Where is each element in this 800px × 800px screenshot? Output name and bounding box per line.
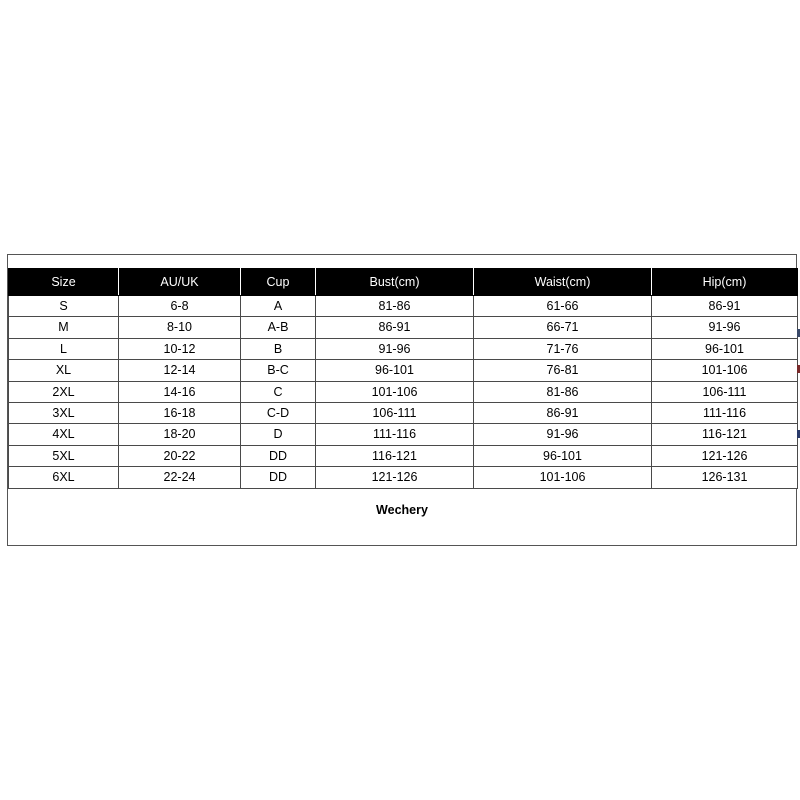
cell-hip: 86-91 [652, 296, 798, 317]
cell-cup: C-D [241, 402, 316, 423]
size-chart-table [8, 268, 798, 489]
cell-hip: 111-116 [652, 402, 798, 423]
cell-bust: 116-121 [316, 445, 474, 466]
table-row [9, 317, 798, 338]
cell-au-uk: 6-8 [119, 296, 241, 317]
cell-au-uk: 12-14 [119, 360, 241, 381]
cell-cup: DD [241, 445, 316, 466]
cell-waist: 101-106 [474, 467, 652, 488]
cell-hip: 121-126 [652, 445, 798, 466]
table-row [9, 296, 798, 317]
table-row [9, 381, 798, 402]
cell-cup: B-C [241, 360, 316, 381]
cell-size: 5XL [9, 445, 119, 466]
cell-hip: 96-101 [652, 338, 798, 359]
cell-cup: A [241, 296, 316, 317]
cell-waist: 71-76 [474, 338, 652, 359]
cell-size: 2XL [9, 381, 119, 402]
header-au-uk: AU/UK [119, 269, 241, 296]
cell-cup: DD [241, 467, 316, 488]
brand-name: Wechery [376, 503, 428, 517]
size-chart-frame [7, 254, 797, 546]
cell-hip: 101-106 [652, 360, 798, 381]
cell-au-uk: 20-22 [119, 445, 241, 466]
cell-waist: 91-96 [474, 424, 652, 445]
cell-waist: 76-81 [474, 360, 652, 381]
cell-size: 4XL [9, 424, 119, 445]
cell-size: L [9, 338, 119, 359]
cell-waist: 66-71 [474, 317, 652, 338]
cell-waist: 96-101 [474, 445, 652, 466]
table-row [9, 424, 798, 445]
cell-bust: 86-91 [316, 317, 474, 338]
table-row [9, 402, 798, 423]
cell-bust: 101-106 [316, 381, 474, 402]
cell-au-uk: 16-18 [119, 402, 241, 423]
cell-size: 6XL [9, 467, 119, 488]
header-bust: Bust(cm) [316, 269, 474, 296]
cell-cup: B [241, 338, 316, 359]
cell-hip: 91-96 [652, 317, 798, 338]
cell-bust: 106-111 [316, 402, 474, 423]
table-row [9, 467, 798, 488]
cell-cup: C [241, 381, 316, 402]
cell-bust: 111-116 [316, 424, 474, 445]
cell-au-uk: 10-12 [119, 338, 241, 359]
cell-bust: 96-101 [316, 360, 474, 381]
cell-hip: 126-131 [652, 467, 798, 488]
cell-au-uk: 18-20 [119, 424, 241, 445]
cell-hip: 106-111 [652, 381, 798, 402]
header-size: Size [9, 269, 119, 296]
header-waist: Waist(cm) [474, 269, 652, 296]
header-cup: Cup [241, 269, 316, 296]
cell-bust: 91-96 [316, 338, 474, 359]
cell-waist: 86-91 [474, 402, 652, 423]
table-row [9, 338, 798, 359]
header-hip: Hip(cm) [652, 269, 798, 296]
cell-size: 3XL [9, 402, 119, 423]
cell-au-uk: 14-16 [119, 381, 241, 402]
table-row [9, 445, 798, 466]
cell-hip: 116-121 [652, 424, 798, 445]
cell-au-uk: 8-10 [119, 317, 241, 338]
table-header-row [9, 269, 798, 296]
cell-waist: 61-66 [474, 296, 652, 317]
cell-au-uk: 22-24 [119, 467, 241, 488]
cell-bust: 121-126 [316, 467, 474, 488]
cell-size: S [9, 296, 119, 317]
cell-waist: 81-86 [474, 381, 652, 402]
cell-cup: D [241, 424, 316, 445]
cell-bust: 81-86 [316, 296, 474, 317]
table-row [9, 360, 798, 381]
cell-size: M [9, 317, 119, 338]
cell-size: XL [9, 360, 119, 381]
cell-cup: A-B [241, 317, 316, 338]
